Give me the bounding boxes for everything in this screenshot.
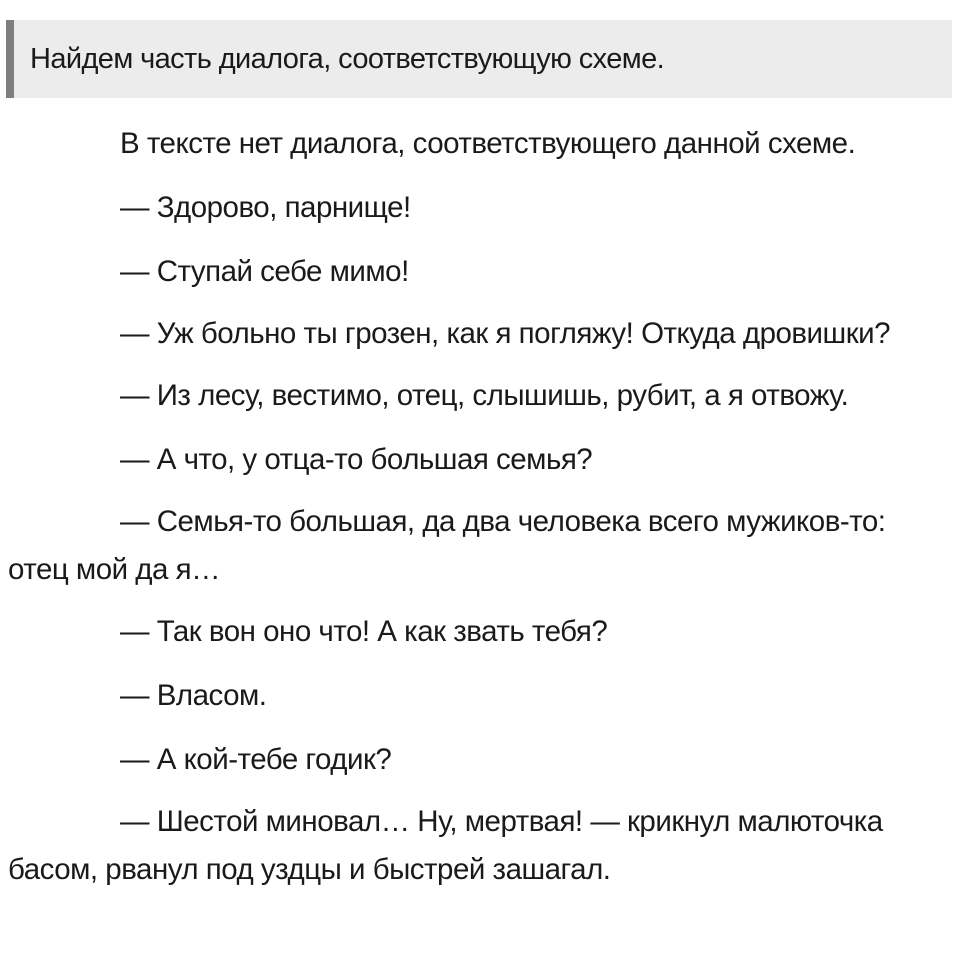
- answer-text: [8, 118, 948, 906]
- dialogue-line: — Уж больно ты грозен, как я погляжу! Откуда дровишки?: [120, 317, 890, 350]
- dialogue-line: — А что, у отца-то большая семья?: [120, 443, 593, 476]
- answer-paragraph: В тексте нет диалога, соответствующего данной схеме.: [120, 127, 856, 160]
- task-header-title: Найдем часть диалога, соответствующую схеме.: [30, 43, 665, 75]
- dialogue-line: — Здорово, парнище!: [120, 191, 411, 224]
- dialogue-line: — Власом.: [120, 679, 267, 712]
- dialogue-line: — Шестой миновал… Ну, мертвая! — крикнул малюточка басом, рванул под уздцы и быстрей зашагал.: [8, 805, 883, 886]
- dialogue-line: — Семья-то большая, да два человека всего мужиков-то: отец мой да я…: [8, 505, 886, 586]
- dialogue-line: — Из лесу, вестимо, отец, слышишь, рубит, а я отвожу.: [120, 379, 849, 412]
- task-header: [6, 20, 952, 98]
- dialogue-line: — Так вон оно что! А как звать тебя?: [120, 615, 608, 648]
- dialogue-line: — Ступай себе мимо!: [120, 255, 409, 288]
- dialogue-line: — А кой-тебе годик?: [120, 743, 392, 776]
